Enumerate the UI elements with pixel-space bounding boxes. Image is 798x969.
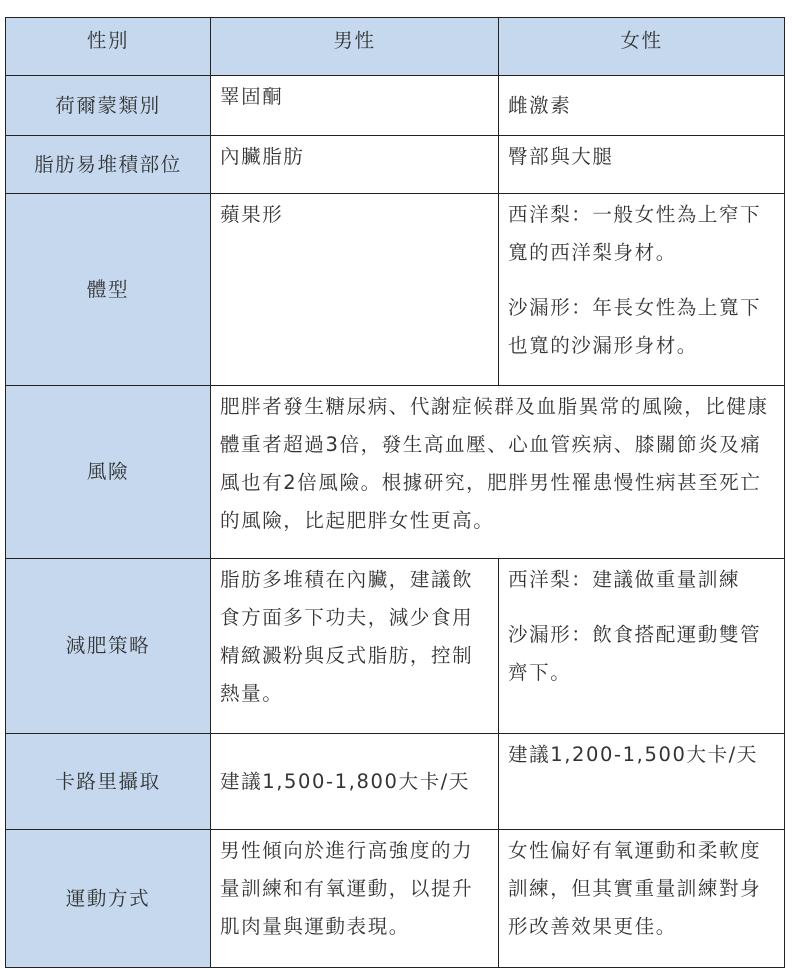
cell-male-body-type: 蘋果形 [211,194,499,386]
header-row [6,18,785,76]
row-label-body-type: 體型 [6,194,211,386]
table-row-risk [6,386,785,559]
female-hourglass-strategy: 沙漏形：飲食搭配運動雙管齊下。 [508,623,762,684]
table-row-exercise [6,830,785,968]
cell-male-fat-area: 內臟脂肪 [211,136,499,194]
cell-female-calories: 建議1,200-1,500大卡/天 [499,734,785,830]
header-male: 男性 [211,18,499,76]
female-pear-strategy: 西洋梨：建議做重量訓練 [508,568,741,591]
cell-male-hormone: 睪固酮 [211,76,499,136]
row-label-strategy: 減肥策略 [6,559,211,734]
cell-male-exercise: 男性傾向於進行高強度的力量訓練和有氧運動，以提升肌肉量與運動表現。 [211,830,499,968]
row-label-exercise: 運動方式 [6,830,211,968]
cell-risk-text: 肥胖者發生糖尿病、代謝症候群及血脂異常的風險，比健康體重者超過3倍，發生高血壓、心血管疾病、膝關節炎及痛風也有2倍風險。根據研究，肥胖男性罹患慢性病甚至死亡的風險，比起肥胖女性更高。 [211,386,785,559]
row-label-calories: 卡路里攝取 [6,734,211,830]
female-hourglass-description: 沙漏形：年長女性為上寬下也寬的沙漏形身材。 [508,296,762,357]
table-row-calories [6,734,785,830]
female-pear-description: 西洋梨：一般女性為上窄下寬的西洋梨身材。 [508,203,762,264]
cell-female-hormone: 雌激素 [499,76,785,136]
table-row-strategy [6,559,785,734]
row-label-risk: 風險 [6,386,211,559]
cell-male-strategy: 脂肪多堆積在內臟，建議飲食方面多下功夫，減少食用精緻澱粉與反式脂肪，控制熱量。 [211,559,499,734]
row-label-fat-area: 脂肪易堆積部位 [6,136,211,194]
header-female: 女性 [499,18,785,76]
cell-male-calories: 建議1,500-1,800大卡/天 [211,734,499,830]
table-row-hormone [6,76,785,136]
cell-female-body-type [499,194,785,386]
table-row-fat-area [6,136,785,194]
row-label-hormone: 荷爾蒙類別 [6,76,211,136]
table-row-body-type [6,194,785,386]
cell-female-fat-area: 臀部與大腿 [499,136,785,194]
cell-female-exercise: 女性偏好有氧運動和柔軟度訓練，但其實重量訓練對身形改善效果更佳。 [499,830,785,968]
cell-female-strategy [499,559,785,734]
gender-comparison-table [5,17,785,968]
header-gender: 性別 [6,18,211,76]
